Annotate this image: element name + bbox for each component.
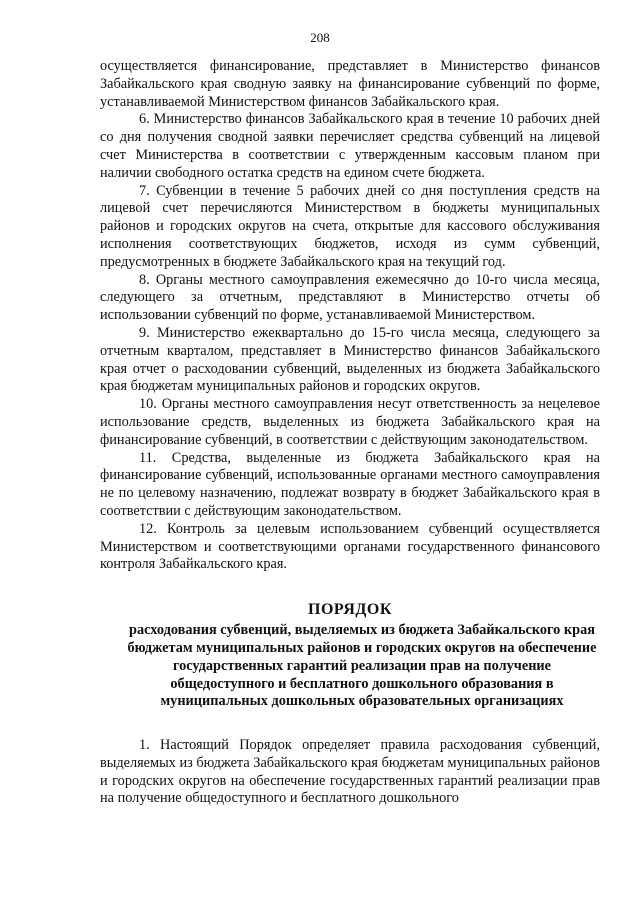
paragraph-item-10: 10. Органы местного самоуправления несут ответственность за нецелевое использование средств, выделенных из бюджета Забайкальского края на финансирование субвенций, в соответствии с действующим законодательством. (100, 396, 600, 448)
paragraph-item-12: 12. Контроль за целевым использованием субвенций осуществляется Министерством и соответствующими органами государственного финансового контроля Забайкальского края. (100, 520, 600, 573)
paragraph-item-9: 9. Министерство ежеквартально до 15-го числа месяца, следующего за отчетным кварталом, представляет в Министерство финансов Забайкальского края отчет о расходовании субвенций, выделенных из бюджета Забайкальского края бюджетам муниципальных районов и городских округов. (100, 324, 600, 395)
paragraph-order-item-1: 1. Настоящий Порядок определяет правила расходования субвенций, выделяемых из бюджета Забайкальского края бюджетам муниципальных районов и городских округов на обеспечение государственных гарантий реализации прав на получение общедоступного и бесплатного дошкольного (100, 737, 600, 807)
document-body (100, 58, 600, 808)
page-number: 208 (310, 30, 330, 45)
section-heading (100, 600, 600, 711)
paragraph-continuation: осуществляется финансирование, представляет в Министерство финансов Забайкальского края сводную заявку на финансирование субвенций по форме, устанавливаемой Министерством финансов Забайкальского края. (100, 58, 600, 110)
paragraph-item-8: 8. Органы местного самоуправления ежемесячно до 10-го числа месяца, следующего за отчетным, представляют в Министерство отчеты об использовании субвенций по форме, устанавливаемой Министерством. (100, 271, 600, 324)
section-title: ПОРЯДОК (308, 601, 392, 619)
paragraph-item-11: 11. Средства, выделенные из бюджета Забайкальского края на финансирование субвенций, использованные органами местного самоуправления не по целевому назначению, подлежат возврату в бюджет Забайкальского края в соответствии с действующим законодательством. (100, 449, 600, 519)
paragraph-item-6: 6. Министерство финансов Забайкальского края в течение 10 рабочих дней со дня получения сводной заявки перечисляет средства субвенций на лицевой счет Министерства в соответствии с утвержденным кассовым планом при наличии свободного остатка средств на едином счете бюджета. (100, 111, 600, 181)
section-subtitle: расходования субвенций, выделяемых из бюджета Забайкальского края бюджетам муниципальных районов и городских округов на обеспечение государственных гарантий реализации прав на получение общедоступного и бесплатного дошкольного образования в муниципальных дошкольных образовательных организациях (127, 622, 597, 710)
paragraph-item-7: 7. Субвенции в течение 5 рабочих дней со дня поступления средств на лицевой счет перечисляются Министерством в бюджеты муниципальных районов и городских округов на счета, открытые для кассового обслуживания исполнения соответствующих бюджетов, исходя из сумм субвенций, предусмотренных в бюджете Забайкальского края на текущий год. (100, 182, 600, 270)
